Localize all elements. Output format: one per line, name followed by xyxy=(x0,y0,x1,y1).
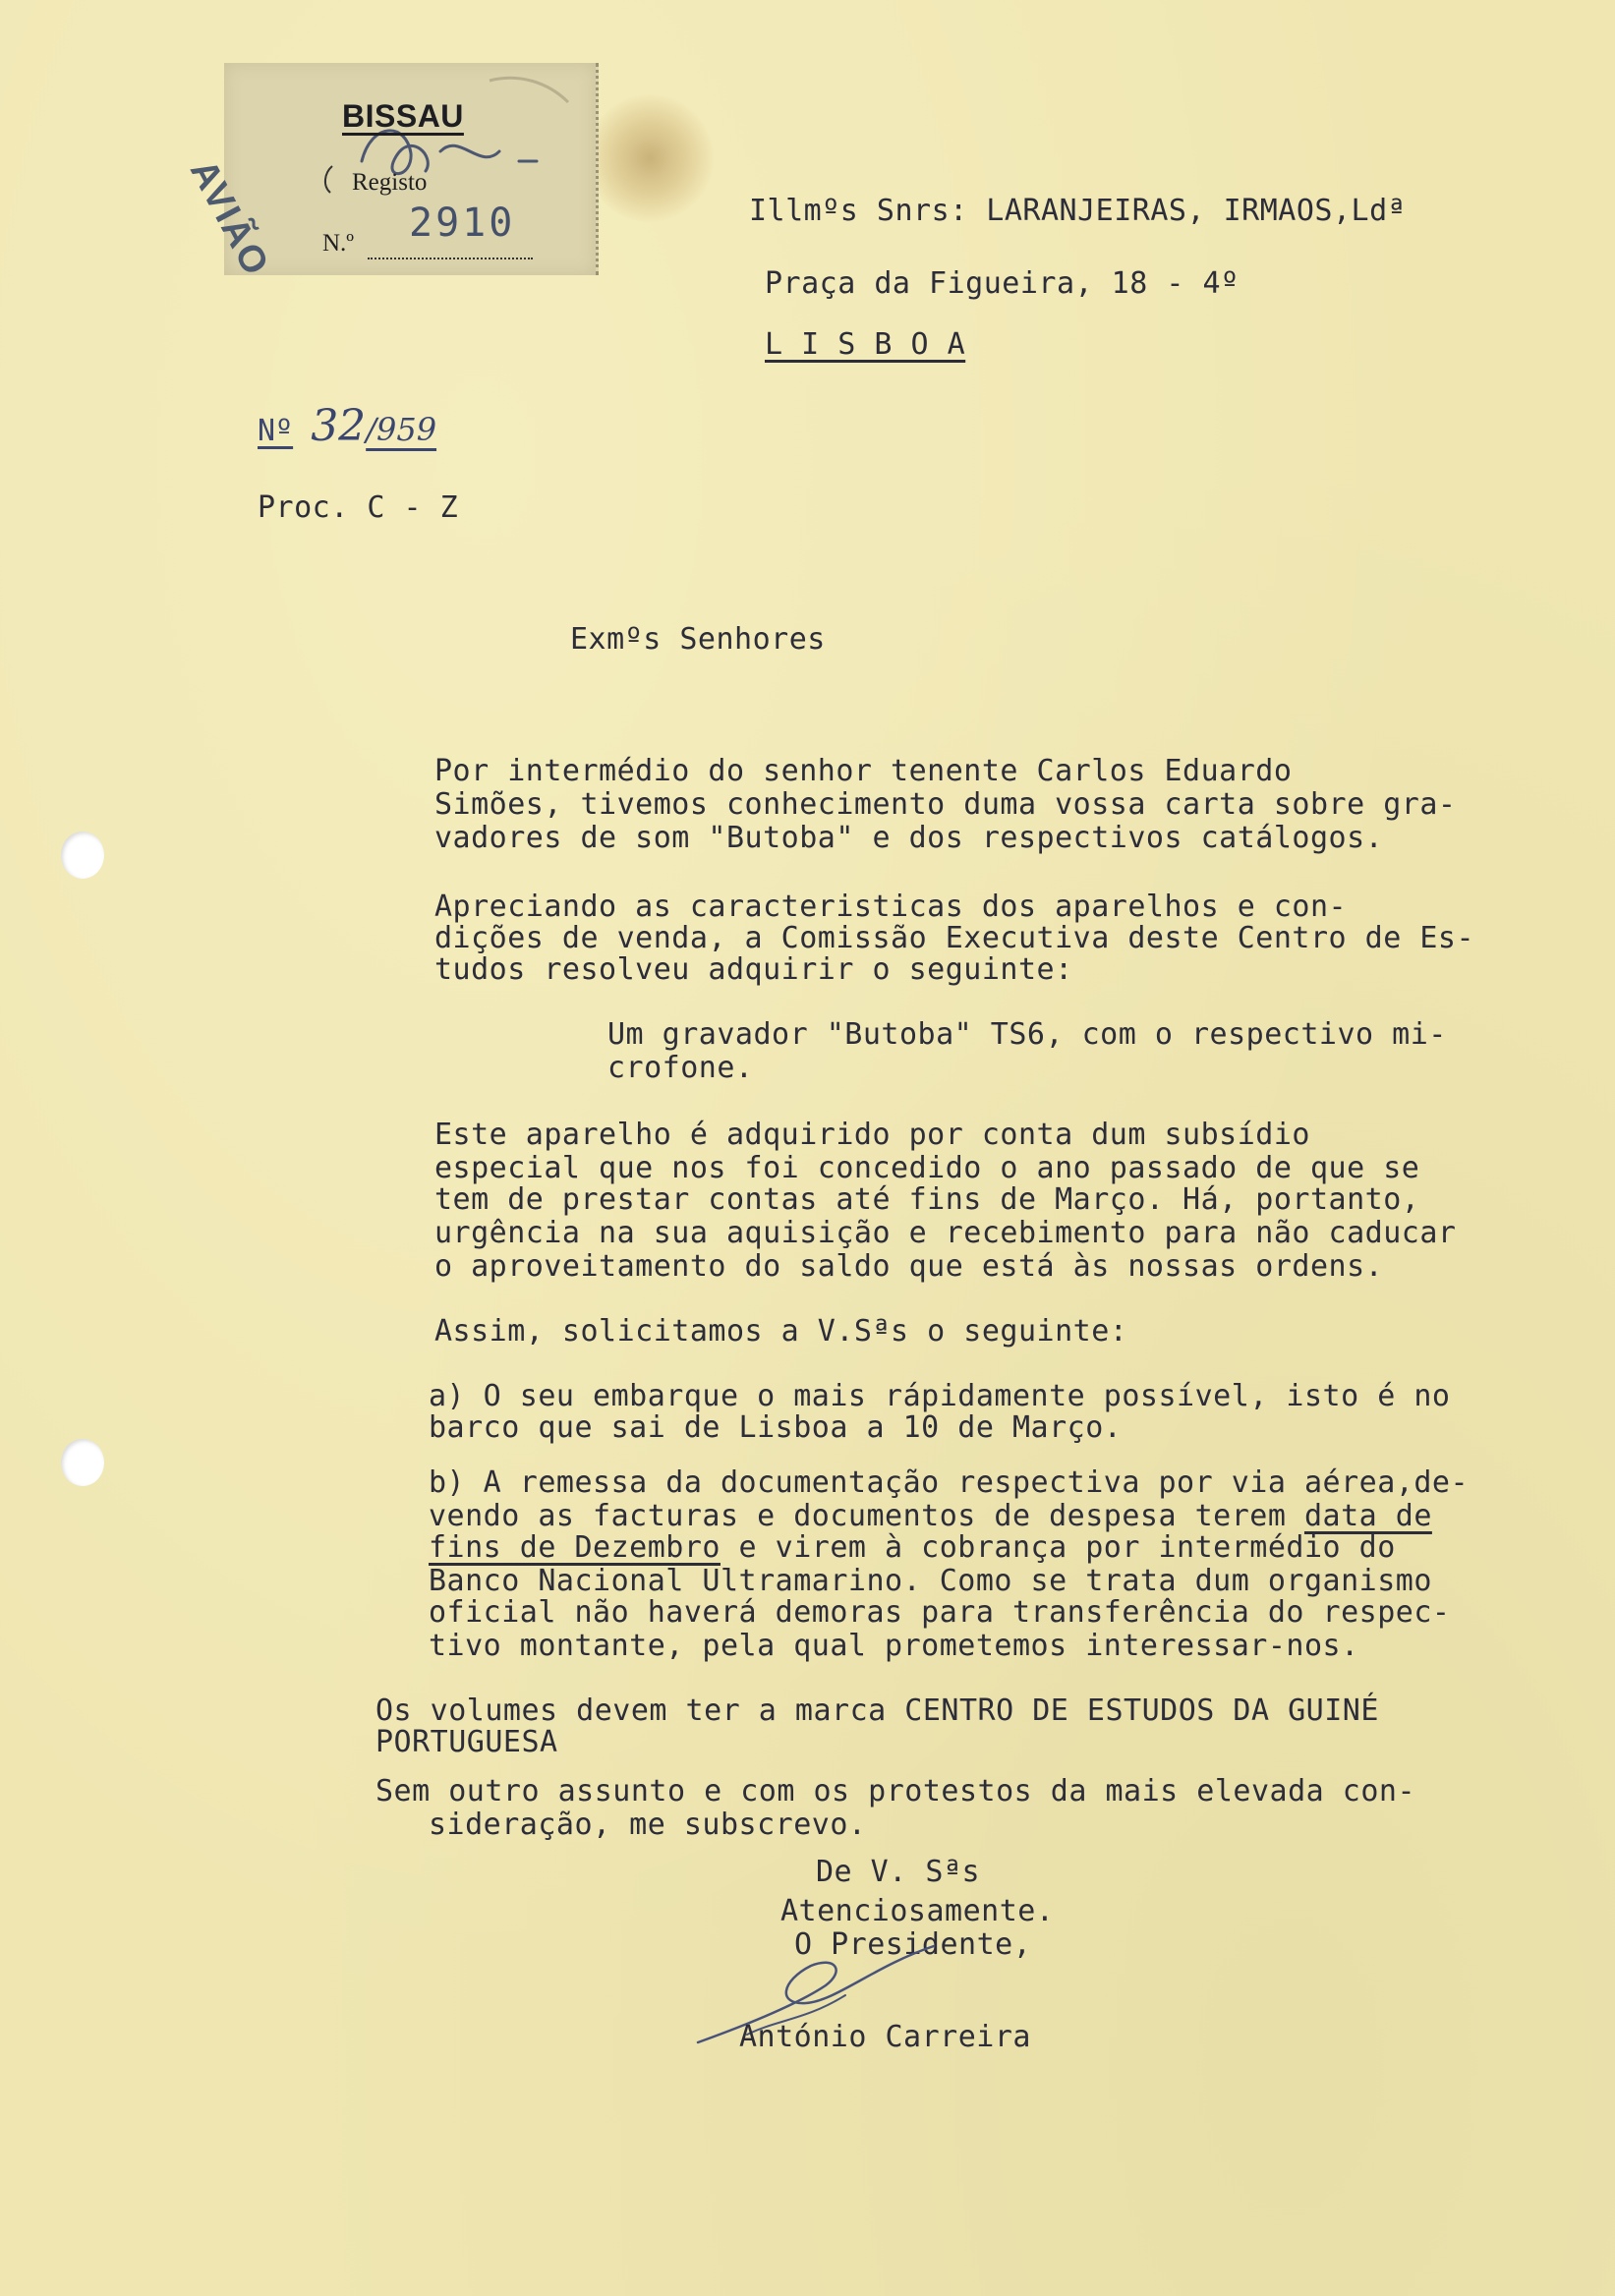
item-line1: Um gravador "Butoba" TS6, com o respectivo mi- xyxy=(607,1017,1447,1052)
b-line1: b) A remessa da documentação respectiva por via aérea,de- xyxy=(429,1465,1470,1500)
p3-line2: especial que nos foi concedido o ano passado de que se xyxy=(434,1151,1420,1185)
p2-line3: tudos resolveu adquirir o seguinte: xyxy=(434,952,1073,987)
stain-mark xyxy=(586,94,714,222)
p3-line3: tem de prestar contas até fins de Março. Há, portanto, xyxy=(434,1182,1420,1217)
signatory-name: António Carreira xyxy=(739,2020,1031,2054)
stamp-number-label: N.º xyxy=(322,230,355,257)
process-code: Proc. C - Z xyxy=(258,490,459,525)
punch-hole-bottom xyxy=(61,1439,104,1486)
reference-prefix: Nº xyxy=(258,414,294,448)
stamp-number-line xyxy=(368,258,533,259)
p3-line4: urgência na sua aquisição e recebimento para não caducar xyxy=(434,1216,1457,1250)
p2-line2: dições de venda, a Comissão Executiva deste Centro de Es- xyxy=(434,921,1475,955)
closing-line2: sideração, me subscrevo. xyxy=(429,1808,867,1842)
b-line3-text: e virem à cobrança por intermédio do xyxy=(720,1530,1396,1565)
reference-year: /959 xyxy=(366,411,437,448)
stamp-place: BISSAU xyxy=(342,98,464,134)
registration-stamp xyxy=(181,63,599,284)
marks-line1: Os volumes devem ter a marca CENTRO DE ESTUDOS DA GUINÉ xyxy=(375,1693,1379,1728)
b-line2 xyxy=(429,1500,1432,1533)
b-line5: oficial não haverá demoras para transferência do respec- xyxy=(429,1595,1451,1630)
reference-number xyxy=(258,401,436,451)
b-line6: tivo montante, pela qual prometemos interessar-nos. xyxy=(429,1629,1359,1663)
a-line1: a) O seu embarque o mais rápidamente possível, isto é no xyxy=(429,1379,1451,1413)
p2-line1: Apreciando as caracteristicas dos aparelhos e con- xyxy=(434,890,1348,924)
b-line2-text: vendo as facturas e documentos de despesa terem xyxy=(429,1499,1304,1533)
p1-line1: Por intermédio do senhor tenente Carlos Eduardo xyxy=(434,754,1293,788)
p3-line1: Este aparelho é adquirido por conta dum subsídio xyxy=(434,1118,1310,1152)
signoff-line2: Atenciosamente. xyxy=(780,1894,1055,1928)
p1-line2: Simões, tivemos conhecimento duma vossa carta sobre gra- xyxy=(434,787,1457,822)
marks-line2: PORTUGUESA xyxy=(375,1725,558,1759)
p3-line5: o aproveitamento do saldo que está às nossas ordens. xyxy=(434,1249,1384,1284)
b-line4: Banco Nacional Ultramarino. Como se trata dum organismo xyxy=(429,1564,1432,1598)
addressee-city: L I S B O A xyxy=(765,327,966,362)
punch-hole-top xyxy=(61,832,104,879)
signoff-line1: De V. Sªs xyxy=(816,1855,981,1889)
a-line2: barco que sai de Lisboa a 10 de Março. xyxy=(429,1410,1123,1445)
p4-line: Assim, solicitamos a V.Sªs o seguinte: xyxy=(434,1314,1128,1349)
salutation: Exmºs Senhores xyxy=(570,622,826,657)
b-line3 xyxy=(429,1531,1396,1565)
reference-handwritten-number: 32 xyxy=(311,401,367,451)
b-line2-underlined: data de xyxy=(1303,1499,1432,1533)
stamp-label: Registo xyxy=(352,169,428,196)
stamp-airmail: AVIÃO xyxy=(181,153,277,284)
p1-line3: vadores de som "Butoba" e dos respectivos catálogos. xyxy=(434,821,1384,855)
addressee-line2: Praça da Figueira, 18 - 4º xyxy=(765,266,1240,301)
closing-line1: Sem outro assunto e com os protestos da mais elevada con- xyxy=(375,1774,1416,1808)
addressee-line1: Illmºs Snrs: LARANJEIRAS, IRMAOS,Ldª xyxy=(749,194,1407,228)
signoff-line3: O Presidente, xyxy=(794,1927,1032,1962)
stamp-number: 2910 xyxy=(409,201,516,246)
item-line2: crofone. xyxy=(607,1051,754,1085)
b-line3-underlined: fins de Dezembro xyxy=(429,1530,721,1565)
